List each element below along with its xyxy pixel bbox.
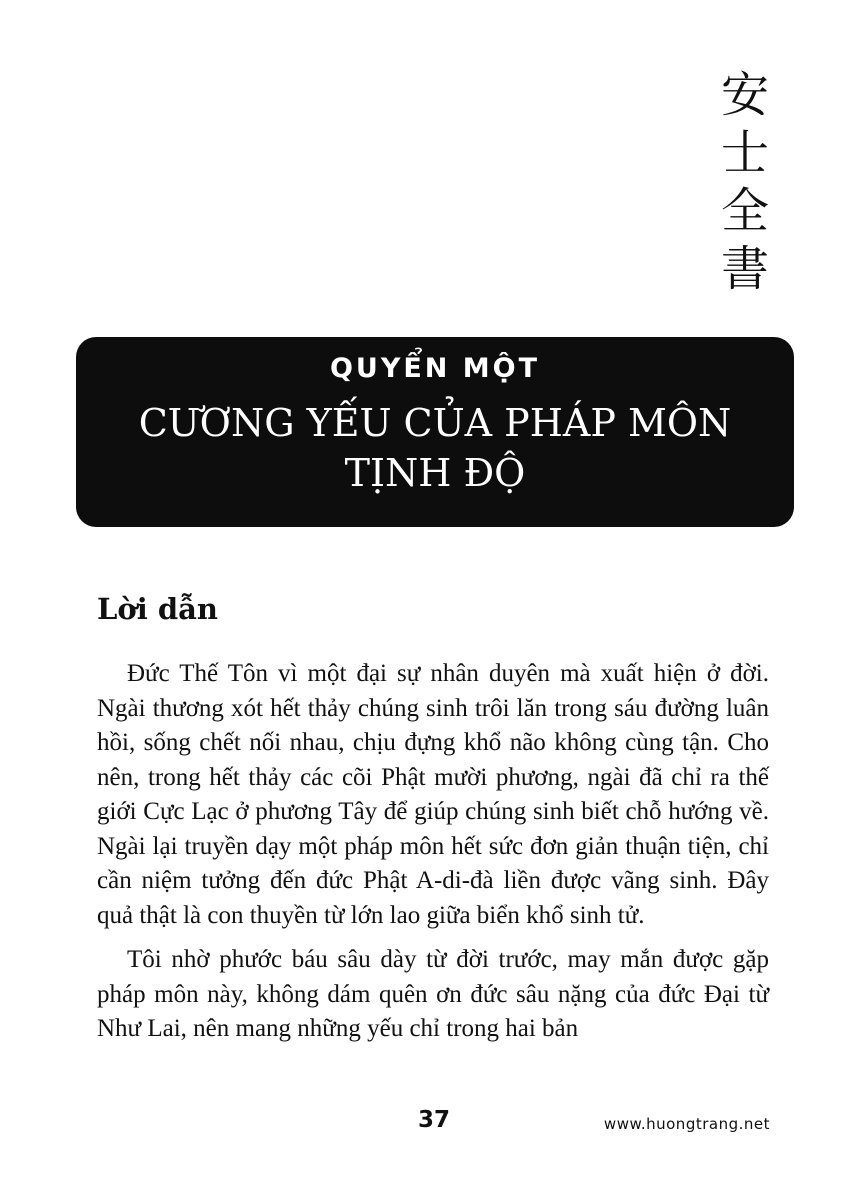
body-text	[97, 657, 769, 1047]
paragraph-1: Đức Thế Tôn vì một đại sự nhân duyên mà xuất hiện ở đời. Ngài thương xót hết thảy chúng sinh trôi lăn trong sáu đường luân hồi, sống chết nối nhau, chịu đựng khổ não không cùng tận. Cho nên, trong hết thảy các cõi Phật mười phương, ngài đã chỉ ra thế giới Cực Lạc ở phương Tây để giúp chúng sinh biết chỗ hướng về. Ngài lại truyền dạy một pháp môn hết sức đơn giản thuận tiện, chỉ cần niệm tưởng đến đức Phật A-di-đà liền được vãng sinh. Đây quả thật là con thuyền từ lớn lao giữa biển khổ sinh tử.	[97, 660, 769, 929]
book-title-vertical	[710, 66, 780, 298]
website-url: www.huongtrang.net	[603, 1115, 770, 1133]
chapter-banner	[76, 337, 794, 527]
chapter-title-line-1: CƯƠNG YẾU CỦA PHÁP MÔN	[138, 401, 732, 445]
chapter-label: QUYỂN MỘT	[329, 353, 541, 384]
section-heading: Lời dẫn	[97, 592, 218, 626]
page-number: 37	[418, 1107, 451, 1133]
chapter-title	[76, 398, 794, 498]
book-title-char: 書	[720, 241, 769, 297]
book-title-char: 士	[720, 125, 769, 181]
book-title-char: 全	[720, 183, 769, 239]
chapter-title-line-2: TỊNH ĐỘ	[344, 451, 526, 495]
paragraph-2: Tôi nhờ phước báu sâu dày từ đời trước, may mắn được gặp pháp môn này, không dám quên ơn đức sâu nặng của đức Đại từ Như Lai, nên mang những yếu chỉ trong hai bản	[97, 946, 769, 1042]
book-title-char: 安	[720, 67, 769, 123]
